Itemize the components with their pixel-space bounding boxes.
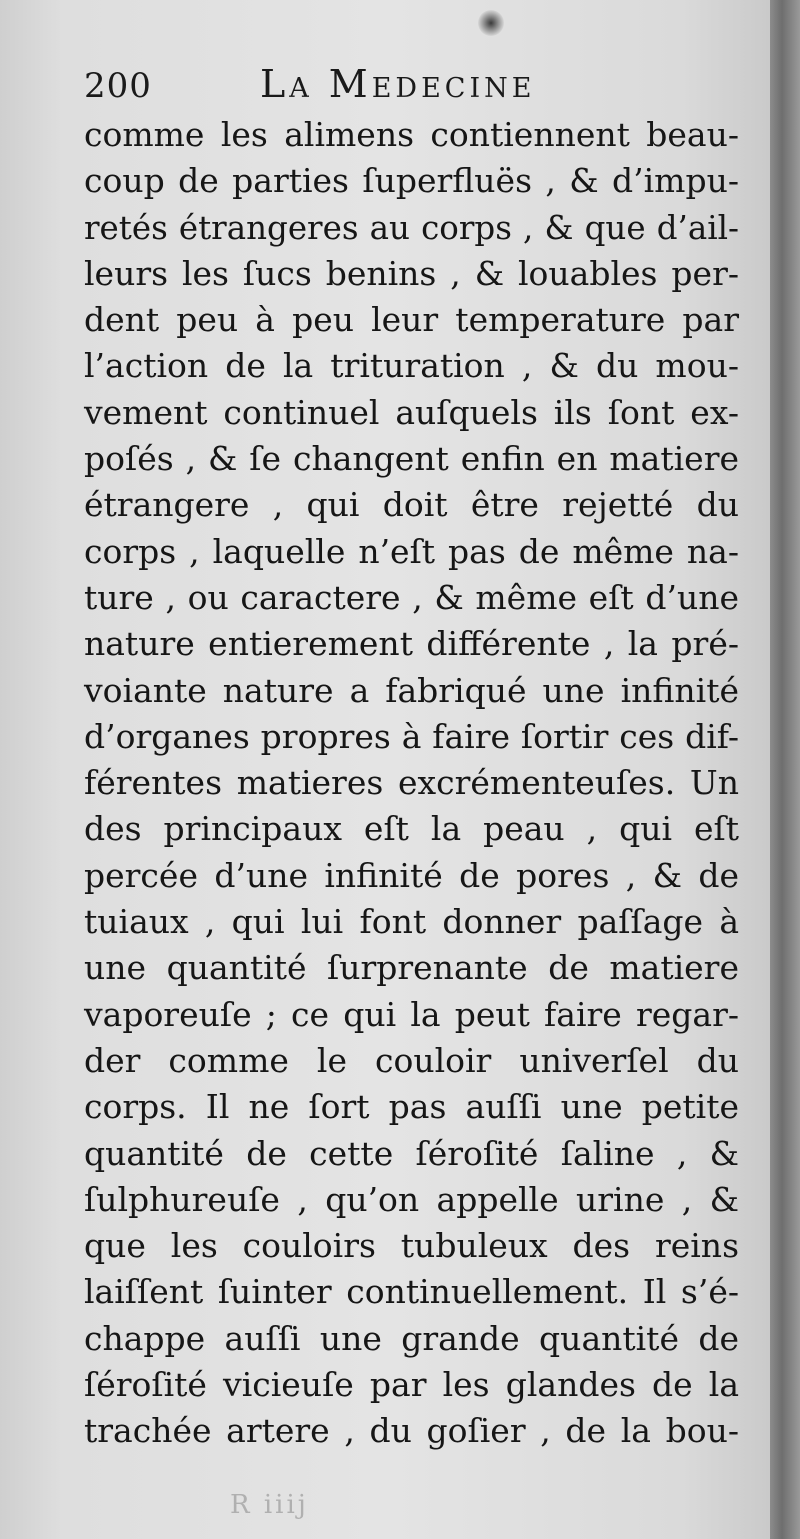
text-line: comme les alimens contiennent beau- [84, 115, 739, 154]
text-line: quantité de cette ſéroſité ſaline , & [84, 1133, 739, 1173]
ink-smudge [478, 10, 504, 36]
text-line: corps. Il ne ſort pas auſſi une petite [84, 1087, 739, 1127]
running-title: La Medecine [260, 62, 536, 106]
text-line: coup de parties ſuperfluës , & d’impu- [84, 161, 739, 201]
text-line: trachée artere , du goſier , de la bou- [84, 1411, 739, 1451]
text-line: que les couloirs tubuleux des reins [84, 1226, 739, 1266]
text-line: dent peu à peu leur temperature par [84, 300, 739, 340]
text-line: der comme le couloir univerſel du [84, 1040, 739, 1080]
text-line: une quantité ſurprenante de matiere [84, 948, 739, 988]
binding-edge [770, 0, 800, 1539]
text-line: d’organes propres à faire ſortir ces dif- [84, 716, 739, 756]
text-line: retés étrangeres au corps , & que d’ail- [84, 208, 739, 247]
text-line: vement continuel auſquels ils ſont ex- [84, 392, 739, 432]
text-line: vaporeuſe ; ce qui la peut faire regar- [84, 994, 739, 1034]
text-line: des principaux eſt la peau , qui eſt [84, 809, 739, 849]
text-line: laiſſent ſuinter continuellement. Il s’é- [84, 1272, 739, 1312]
text-line: corps , laquelle n’eſt pas de même na- [84, 531, 739, 571]
text-line: ture , ou caractere , & même eſt d’une [84, 577, 739, 617]
text-line: nature entierement différente , la pré- [84, 624, 739, 664]
text-line: leurs les ſucs benins , & louables per- [84, 253, 739, 293]
page-number: 200 [84, 66, 152, 106]
body-text [84, 112, 739, 1455]
text-line: férentes matieres excrémenteuſes. Un [84, 763, 739, 803]
text-line: étrangere , qui doit être rejetté du [84, 485, 739, 525]
text-line: percée d’une infinité de pores , & de [84, 855, 739, 895]
text-line: ſulphureuſe , qu’on appelle urine , & [84, 1179, 739, 1219]
text-line: chappe auſſi une grande quantité de [84, 1318, 739, 1358]
text-line: poſés , & ſe changent enfin en matiere [84, 439, 739, 479]
text-line: ſéroſité vicieuſe par les glandes de la [84, 1365, 739, 1405]
bleed-through-signature: R iiij [230, 1490, 309, 1520]
text-line: l’action de la trituration , & du mou- [84, 346, 739, 386]
text-line: voiante nature a fabriqué une infinité [84, 670, 739, 710]
text-line: tuiaux , qui lui font donner paſſage à [84, 902, 739, 942]
